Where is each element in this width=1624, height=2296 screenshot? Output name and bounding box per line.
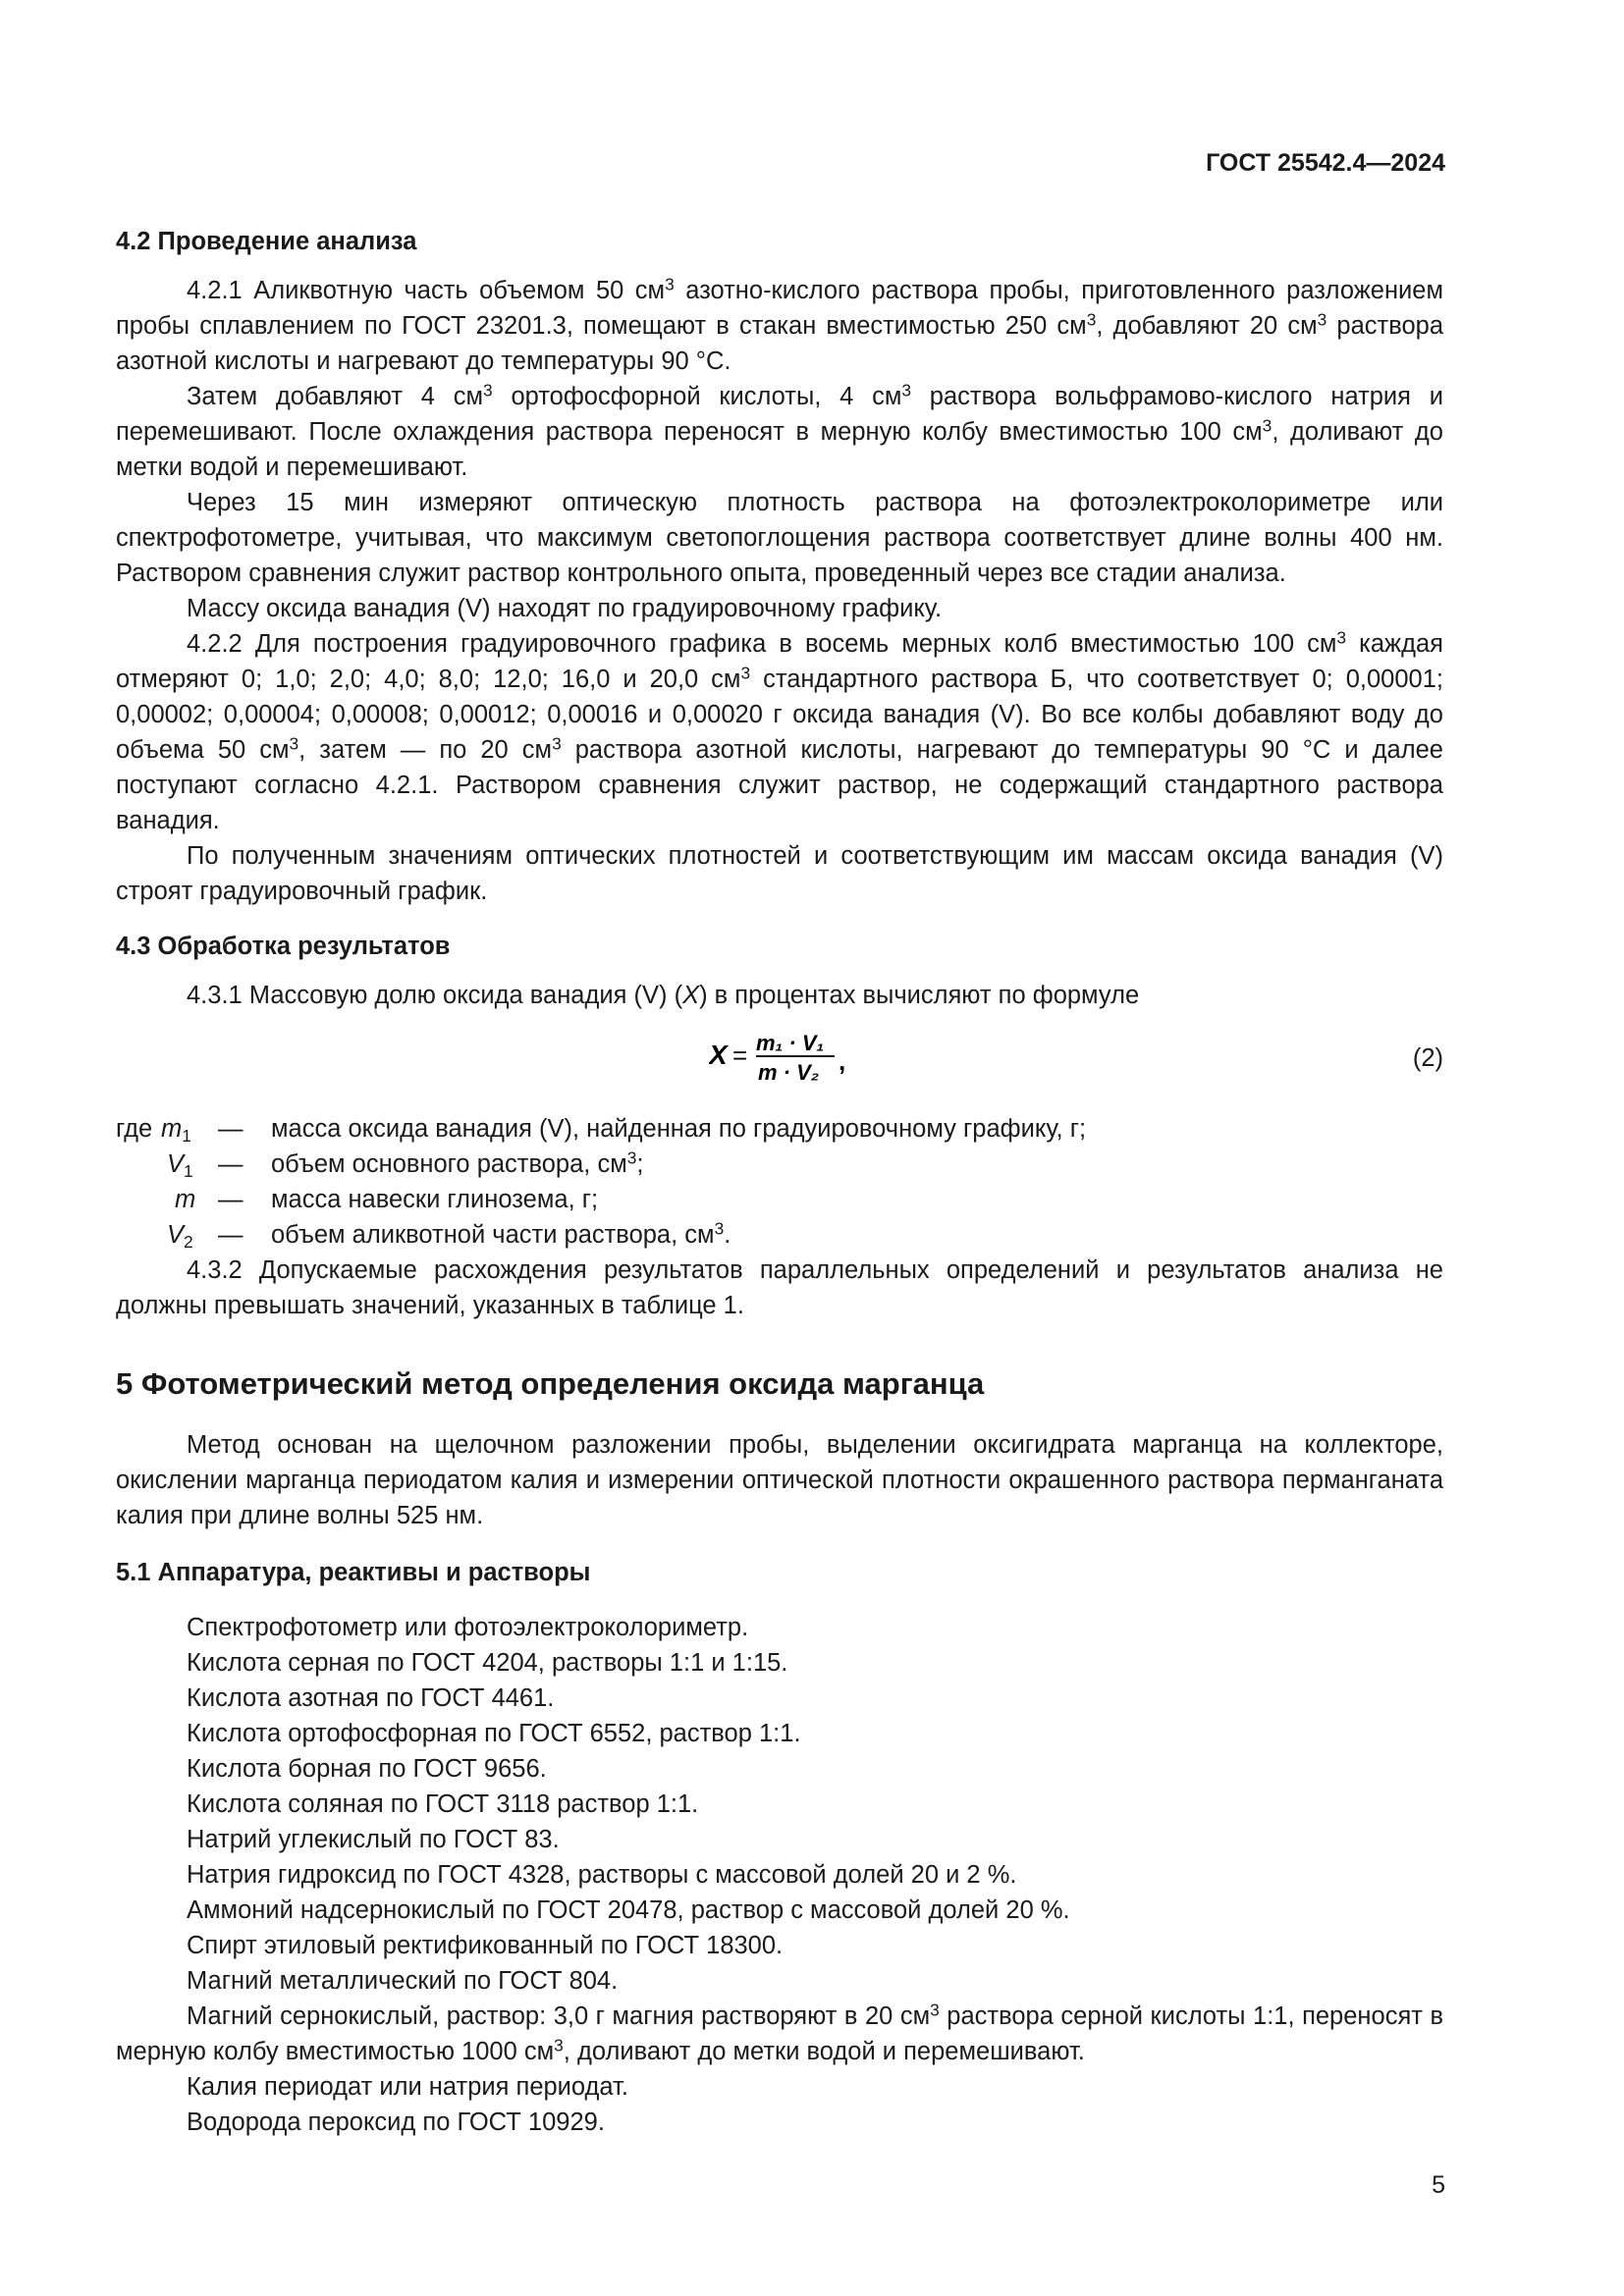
paragraph-add-acid: Затем добавляют 4 $см^3$ ортофосфорной кислоты, 4 $см^3$ раствора вольфрамово-кислого натрия и перемешивают. После охлаждения раствора переносят в мерную колбу вместимостью 100 $см^3$, доливают до метки водой и перемешивают. [116,380,1443,481]
paragraph-4-2-2: 4.2.2 Для построения градуировочного графика в восемь мерных колб вместимостью 100 $см^3$ каждая отмеряют 0; 1,0; 2,0; 4,0; 8,0; 12,0; 16,0 и 20,0 $см^3$ стандартного раствора Б, что соответствует 0; 0,00001; 0,00002; 0,00004; 0,00008; 0,00012; 0,00016 и 0,00020 г оксида ванадия (V). Во все колбы добавляют воду до объема 50 $см^3$, затем — по 20 $см^3$ раствора азотной кислоты, нагревают до температуры 90 °С и далее поступают согласно 4.2.1. Раствором сравнения служит раствор, не содержащий стандартного раствора ванадия. [116,627,1443,834]
legend-text: объем аликвотной части раствора, $см^3$. [271,1218,731,1249]
list-item: Аммоний надсернокислый по ГОСТ 20478, раствор с массовой долей 20 %. [187,1896,1070,1924]
formula-svg [709,1031,866,1090]
formula-denominator: m · V₂ [758,1060,820,1085]
paragraph-4-2-1: 4.2.1 Аликвотную часть объемом 50 $см^3$ азотно-кислого раствора пробы, приготовленного разложением пробы сплавлением по ГОСТ 23201.3, помещают в стакан вместимостью 250 $см^3$, добавляют 20 $см^3$ раствора азотной кислоты и нагревают до температуры 90 °С. [116,274,1443,375]
section-5-1-title: 5.1 Аппаратура, реактивы и растворы [116,1559,591,1586]
list-item: Кислота соляная по ГОСТ 3118 раствор 1:1. [187,1790,699,1818]
formula-2 [116,1027,1443,1094]
paragraph-measure: Через 15 мин измеряют оптическую плотность раствора на фотоэлектроколориметре или спектрофотометре, учитывая, что максимум светопоглощения раствора соответствует длине волны 400 нм. Раствором сравнения служит раствор контрольного опыта, проведенный через все стадии анализа. [116,489,1443,587]
legend-text: объем основного раствора, $см^3$; [271,1148,644,1178]
legend-dash: — [218,1115,244,1143]
legend-row-v1 [116,1147,1443,1182]
legend-text: масса оксида ванадия (V), найденная по градуировочному графику, г; [271,1115,1087,1143]
legend-symbol: $V_2$ [167,1221,193,1253]
legend-dash: — [218,1221,244,1249]
reagent-list-continued [116,2069,1443,2140]
formula-number: (2) [1412,1044,1443,1072]
legend-dash: — [218,1150,244,1178]
list-item: Натрия гидроксид по ГОСТ 4328, растворы с массовой долей 20 и 2 %. [187,1861,1017,1889]
page-content [116,220,1443,2140]
document-code-header: ГОСТ 25542.4—2024 [1206,149,1445,177]
list-item: Водорода пероксид по ГОСТ 10929. [187,2109,605,2136]
legend-symbol: m [175,1186,196,1213]
list-item: Спектрофотометр или фотоэлектроколориметр. [187,1614,749,1641]
paragraph-4-3-1: 4.3.1 Массовую долю оксида ванадия (V) (X) в процентах вычисляют по формуле [187,982,1140,1009]
list-item: Кислота ортофосфорная по ГОСТ 6552, раствор 1:1. [187,1720,801,1747]
list-item: Кислота борная по ГОСТ 9656. [187,1755,547,1783]
legend-symbol: $m_1$ [161,1115,191,1147]
section-4-2-title: 4.2 Проведение анализа [116,228,417,255]
paragraph-calibration: По полученным значениям оптических плотностей и соответствующим им массам оксида ванадия (V) строят градуировочный график. [116,842,1443,905]
list-item: Магний металлический по ГОСТ 804. [187,1967,619,1995]
legend-symbol: $V_1$ [167,1150,193,1182]
legend-row-m1 [116,1111,1443,1147]
legend-where-word: где [116,1115,153,1143]
paragraph-4-3-2: 4.3.2 Допускаемые расхождения результатов параллельных определений и результатов анализа не должны превышать значений, указанных в таблице 1. [116,1256,1443,1319]
list-item: Кислота серная по ГОСТ 4204, растворы 1:1 и 1:15. [187,1649,788,1677]
reagent-list [116,1610,1443,1999]
legend-dash: — [218,1186,244,1213]
formula-tail: , [839,1046,846,1076]
list-item-magnesium-sulfate: Магний сернокислый, раствор: 3,0 г магния растворяют в 20 $см^3$ раствора серной кислоты 1:1, переносят в мерную колбу вместимостью 1000 $см^3$, доливают до метки водой и перемешивают. [116,2000,1443,2065]
list-item: Калия периодат или натрия периодат. [187,2073,628,2101]
list-item: Натрий углекислый по ГОСТ 83. [187,1826,560,1853]
legend-row-v2 [116,1217,1443,1253]
legend-text: масса навески глинозема, г; [271,1186,599,1213]
section-5-title: 5 Фотометрический метод определения оксида марганца [116,1366,985,1401]
page-number: 5 [1432,2171,1445,2199]
paragraph-5-intro: Метод основан на щелочном разложении пробы, выделении оксигидрата марганца на коллекторе, окислении марганца периодатом калия и измерении оптической плотности окрашенного раствора перманганата калия при длине волны 525 нм. [116,1431,1443,1529]
list-item: Спирт этиловый ректификованный по ГОСТ 18300. [187,1932,784,1959]
list-item: Кислота азотная по ГОСТ 4461. [187,1684,555,1712]
formula-legend [116,1111,1443,1253]
formula-eq: = [732,1041,748,1070]
formula-numerator: m₁ · V₁ [756,1031,825,1055]
legend-row-m [116,1182,1443,1217]
paragraph-mass: Массу оксида ванадия (V) находят по градуировочному графику. [187,595,943,622]
section-4-3-title: 4.3 Обработка результатов [116,933,451,960]
formula-lhs: X [709,1040,728,1070]
